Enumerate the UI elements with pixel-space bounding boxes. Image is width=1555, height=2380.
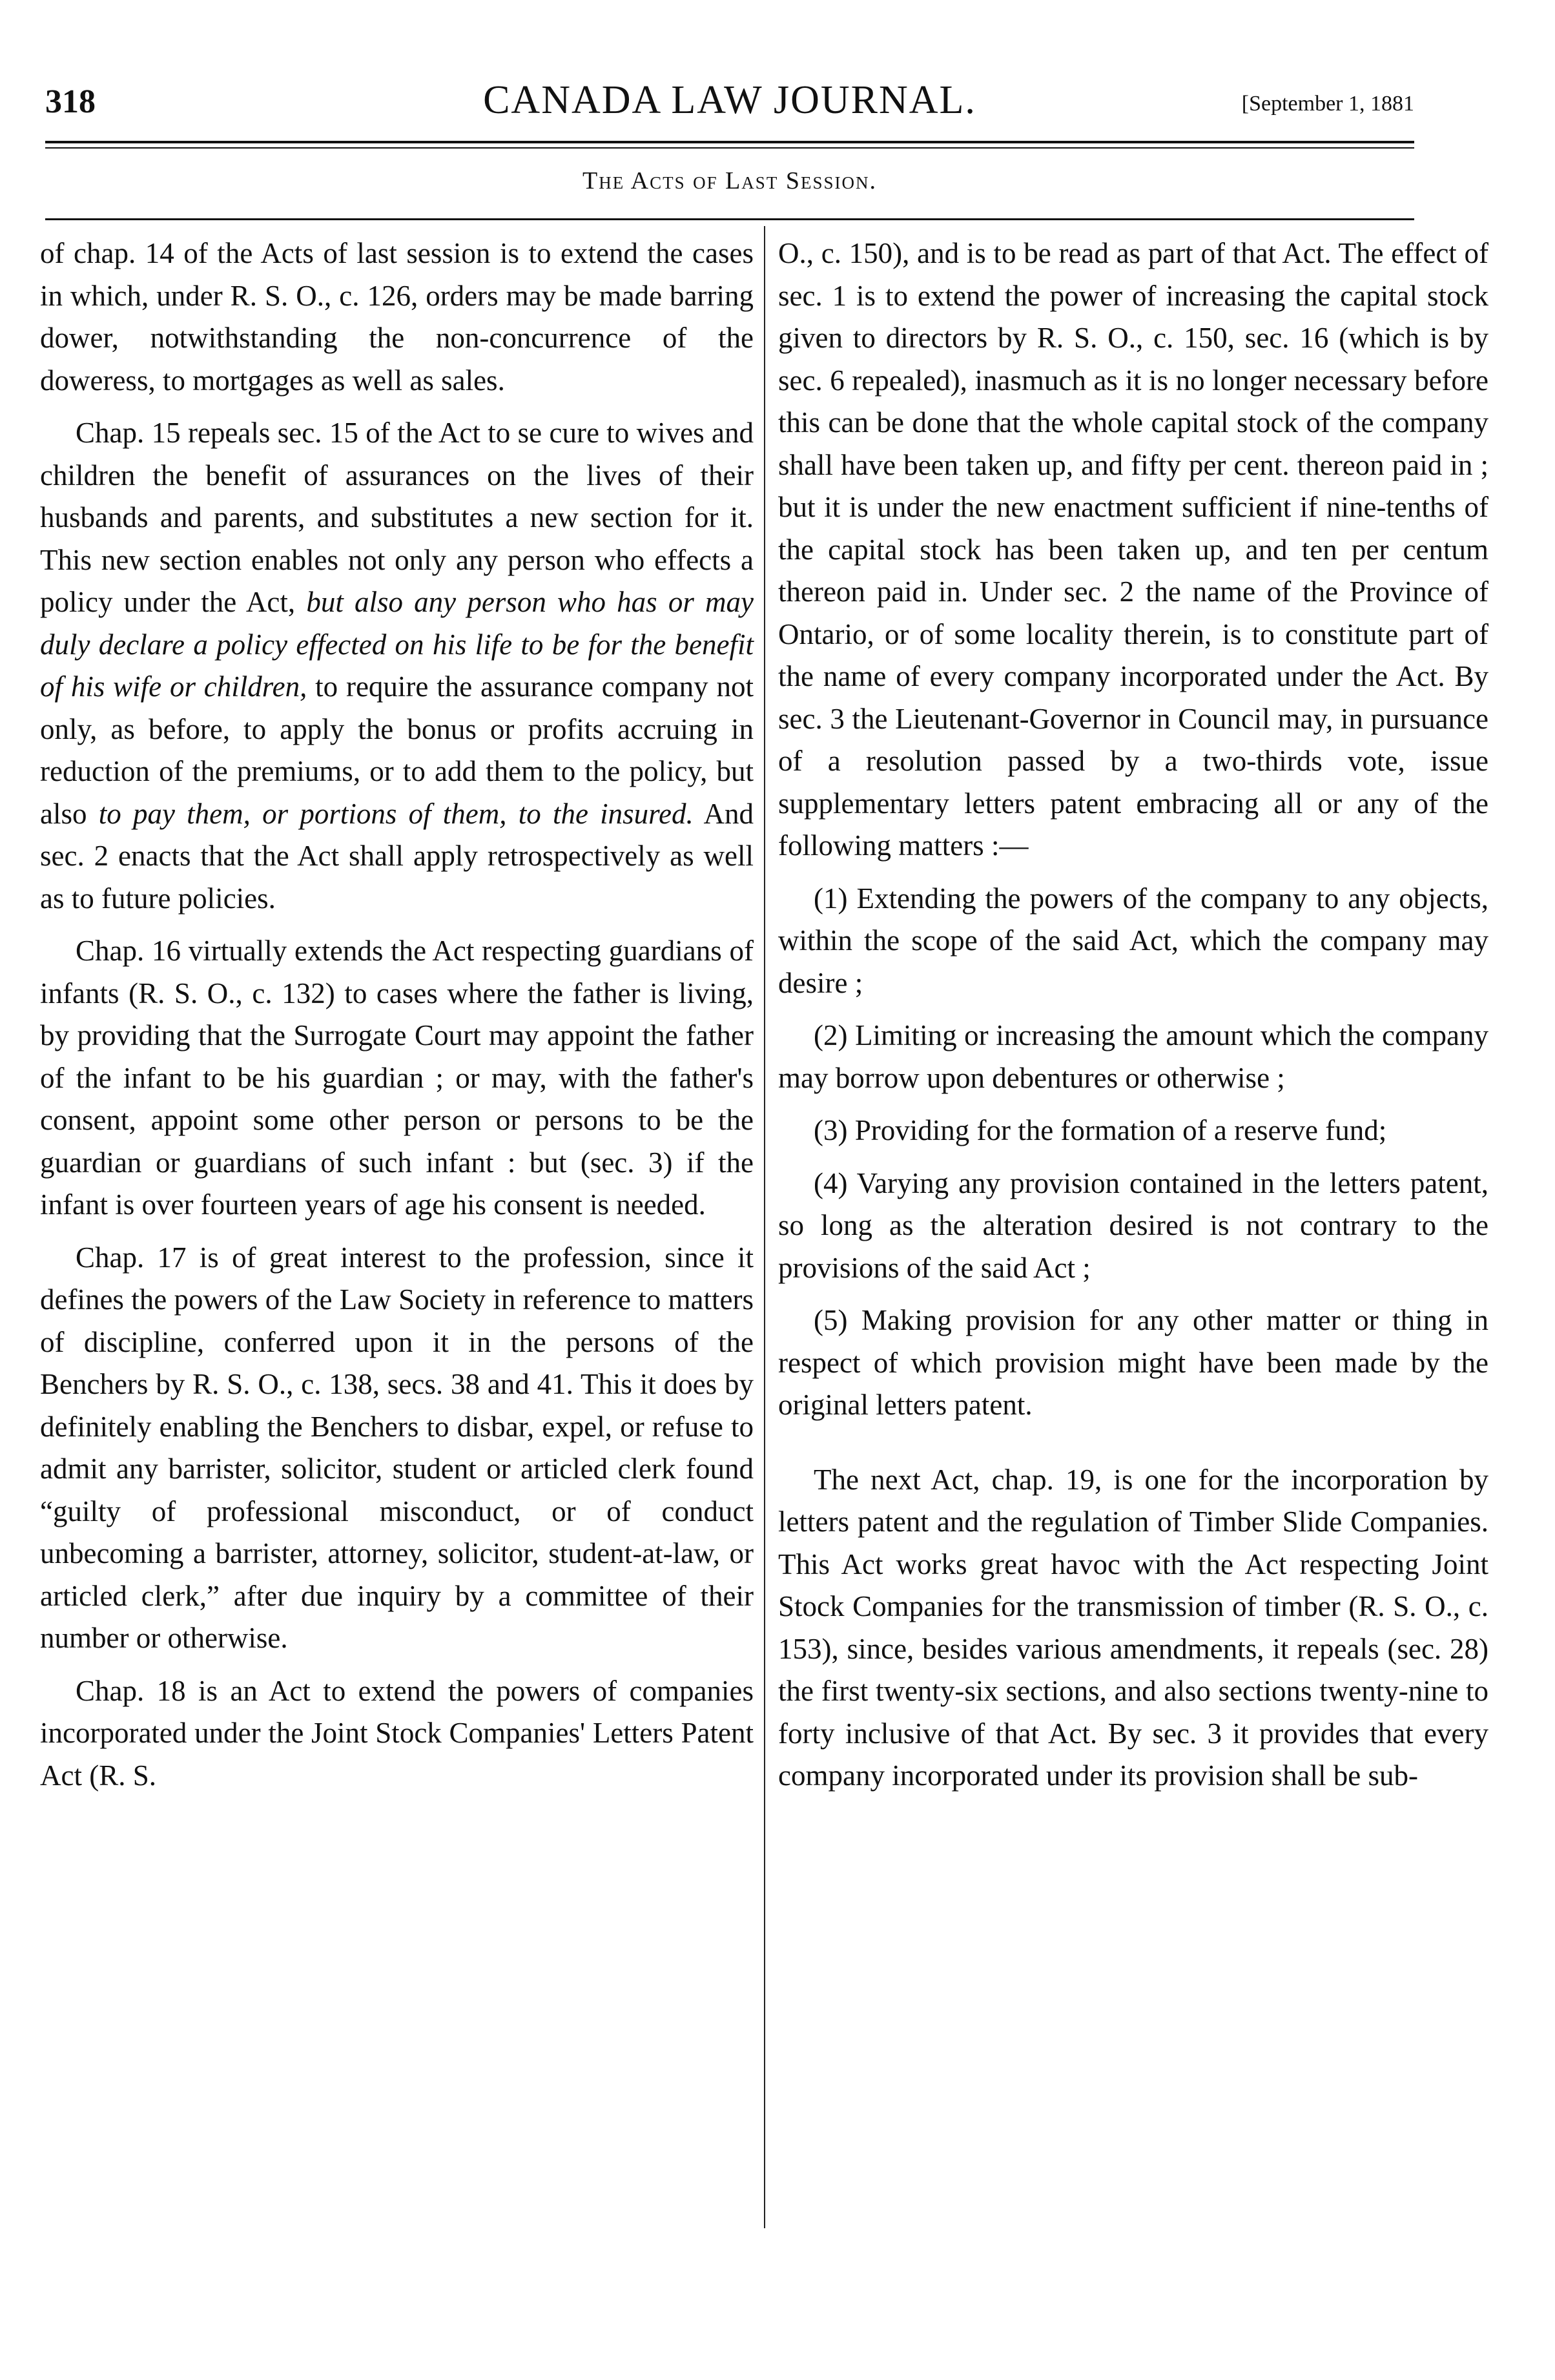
section-rule bbox=[45, 218, 1414, 220]
list-item-2: (2) Limiting or increasing the amount which the company may borrow upon debentures or otherwise ; bbox=[778, 1019, 1488, 1094]
section-title: The Acts of Last Session. bbox=[582, 167, 877, 194]
paragraph-chap-17: Chap. 17 is of great interest to the profession, since it defines the powers of the Law Society in reference to matters of discipline, conferred upon it in the persons of the Benchers by R. S. O., c. 138, secs. 38 and 41. This it does by definitely enabling the Benchers to disbar, expel, or refuse to admit any barrister, solicitor, student or articled clerk found “guilty of professional misconduct, or of conduct unbecoming a barrister, attorney, solicitor, student-at-law, or articled clerk,” after due inquiry by a committee of their number or otherwise. bbox=[40, 1241, 754, 1654]
list-item-1: (1) Extending the powers of the company to any objects, within the scope of the said Act, which the company may desire ; bbox=[778, 882, 1488, 999]
paragraph-chap-19: The next Act, chap. 19, is one for the incorporation by letters patent and the regulation of Timber Slide Companies. This Act works great havoc with the Act respecting Joint Stock Companies for the transmission of timber (R. S. O., c. 153), since, besides various amendments, it repeals (sec. 28) the first twenty-six sections, and also sections twenty-nine to forty inclusive of that Act. By sec. 3 it provides that every company incorporated under its provision shall be sub- bbox=[778, 1463, 1488, 1792]
text-span: to require the assurance company not only, as before, to apply the bonus or profits accruing in reduction of the premiums, or to add them to the policy, but also bbox=[40, 670, 754, 830]
paragraph-chap-16: Chap. 16 virtually extends the Act respecting guardians of infants (R. S. O., c. 132) to cases where the father is living, by providing that the Surrogate Court may appoint the father of the infant to be his guardian ; or may, with the father's consent, appoint some other person or persons to be the guardian or guardians of such infant : but (sec. 3) if the infant is over fourteen years of age his consent is needed. bbox=[40, 935, 754, 1221]
paragraph-chap-18-cont: O., c. 150), and is to be read as part of that Act. The effect of sec. 1 is to extend the power of increasing the capital stock given to directors by R. S. O., c. 150, sec. 16 (which is by sec. 6 repealed), inasmuch as it is no longer necessary before this can be done that the whole capital stock of the company shall have been taken up, and fifty per cent. thereon paid in ; but it is under the new enactment sufficient if nine-tenths of the capital stock has been taken up, and ten per centum thereon paid in. Under sec. 2 the name of the Province of Ontario, or of some locality therein, is to constitute part of the name of every company incorporated under the Act. By sec. 3 the Lieutenant-Governor in Council may, in pursuance of a resolution passed by a two-thirds vote, issue supplementary letters patent embracing all or any of the following matters :— bbox=[778, 237, 1488, 862]
page-number: 318 bbox=[45, 83, 96, 120]
italic-span: to pay them, or portions of them, to the insured. bbox=[98, 797, 694, 830]
journal-title: CANADA LAW JOURNAL. bbox=[483, 78, 976, 122]
text-span: Chap. 15 repeals sec. 15 of the Act to se cure to wives and children the benefit of assurances on the lives of their husbands and parents, and substitutes a new section for it. This new section enables not only any person who effects a policy under the Act, bbox=[40, 417, 754, 618]
paragraph-chap-14: of chap. 14 of the Acts of last session is to extend the cases in which, under R. S. O., c. 126, orders may be made barring dower, notwithstanding the non-concurrence of the doweress, to mortgages as well as sales. bbox=[40, 237, 754, 397]
list-item-5: (5) Making provision for any other matter or thing in respect of which provision might have been made by the original letters patent. bbox=[778, 1304, 1488, 1421]
right-column bbox=[778, 233, 1488, 1808]
header-rule-thin bbox=[45, 147, 1414, 149]
list-item-4: (4) Varying any provision contained in the letters patent, so long as the alteration desired is not contrary to the provisions of the said Act ; bbox=[778, 1166, 1488, 1284]
italic-span: but also any person who has or may duly declare a policy effected on his life to be for the benefit of his wife or children, bbox=[40, 586, 754, 703]
text-span: And sec. 2 enacts that the Act shall apply retrospectively as well as to future policies. bbox=[40, 797, 754, 915]
issue-date: [September 1, 1881 bbox=[1241, 92, 1414, 116]
header-rule-thick bbox=[45, 141, 1414, 143]
page-header bbox=[45, 78, 1414, 136]
list-item-3: (3) Providing for the formation of a reserve fund; bbox=[814, 1114, 1387, 1146]
left-column bbox=[40, 233, 754, 1807]
paragraph-chap-18: Chap. 18 is an Act to extend the powers of companies incorporated under the Joint Stock Companies' Letters Patent Act (R. S. bbox=[40, 1674, 754, 1792]
paragraph-chap-15 bbox=[40, 412, 754, 920]
column-divider bbox=[764, 226, 765, 2228]
